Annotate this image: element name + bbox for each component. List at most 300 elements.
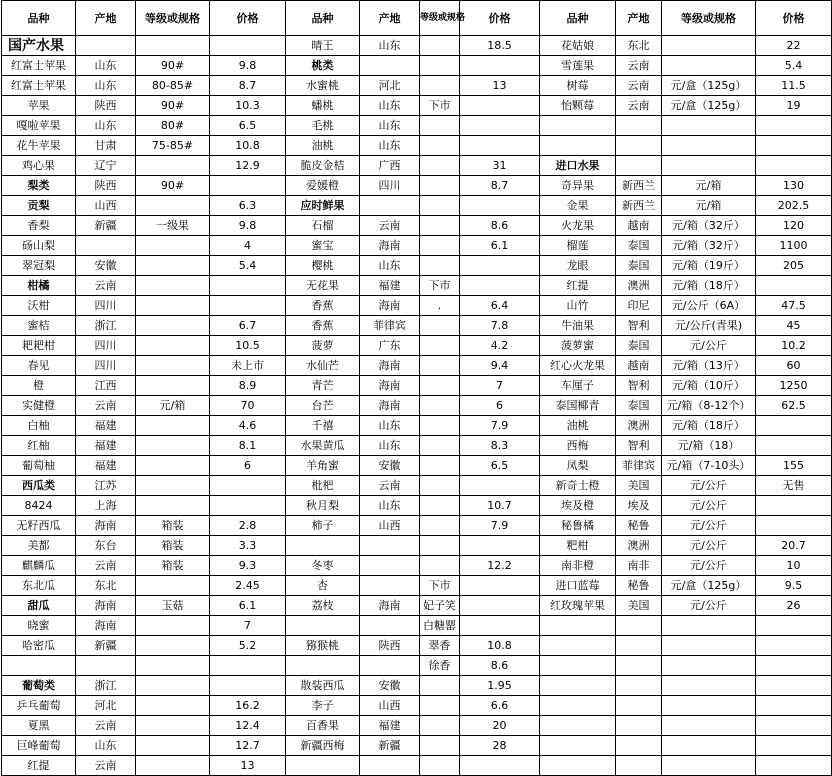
table-cell: 枇杷 [286,476,360,496]
table-cell: 47.5 [756,296,832,316]
table-cell: 10.8 [460,636,540,656]
table-cell [210,676,286,696]
table-row [2,56,832,76]
table-cell: 31 [460,156,540,176]
table-cell: 四川 [76,356,136,376]
table-cell: 梨类 [2,176,76,196]
table-cell: 白柚 [2,416,76,436]
table-cell [460,576,540,596]
table-cell [136,716,210,736]
table-cell: 蟠桃 [286,96,360,116]
table-cell: 海南 [76,516,136,536]
table-cell: 红玫瑰苹果 [540,596,616,616]
table-cell: 70 [210,396,286,416]
table-cell: 10.2 [756,336,832,356]
table-cell: 西瓜类 [2,476,76,496]
table-cell: 箱装 [136,556,210,576]
table-cell [756,516,832,536]
table-cell: 四川 [76,336,136,356]
table-cell: 红提 [540,276,616,296]
table-row [2,596,832,616]
column-header: 品种 [2,1,76,36]
table-cell: 6.5 [460,456,540,476]
table-cell [756,436,832,456]
table-cell: 11.5 [756,76,832,96]
table-cell: 元/公斤 [662,336,756,356]
table-cell [460,596,540,616]
table-row [2,276,832,296]
table-cell: 22 [756,36,832,56]
table-cell: 60 [756,356,832,376]
table-cell: 东北瓜 [2,576,76,596]
table-cell: 牛油果 [540,316,616,336]
column-header: 产地 [76,1,136,36]
table-cell [756,716,832,736]
table-row [2,256,832,276]
table-cell [420,736,460,756]
table-cell [420,436,460,456]
table-cell: 甘肃 [76,136,136,156]
table-cell: 元/箱 [662,196,756,216]
table-cell: 120 [756,216,832,236]
table-cell [136,676,210,696]
table-cell: 10.8 [210,136,286,156]
table-cell: 云南 [360,216,420,236]
table-row [2,736,832,756]
table-cell: 12.9 [210,156,286,176]
table-cell [460,256,540,276]
table-cell [540,136,616,156]
table-cell: 粑柑 [540,536,616,556]
table-cell [136,236,210,256]
table-cell [286,536,360,556]
table-cell: 陕西 [76,176,136,196]
table-cell: 元/公斤 [662,596,756,616]
table-cell [360,536,420,556]
table-cell: 80-85# [136,76,210,96]
table-row [2,76,832,96]
table-cell: 元/箱（10斤） [662,376,756,396]
table-cell [136,636,210,656]
table-row [2,656,832,676]
table-cell [616,616,662,636]
table-cell: 水果黄瓜 [286,436,360,456]
table-cell: 白糖罂 [420,616,460,636]
table-cell [136,736,210,756]
table-cell: . [420,296,460,316]
table-cell: 2.8 [210,516,286,536]
table-cell [756,276,832,296]
table-row [2,496,832,516]
table-cell: 泰国椰青 [540,396,616,416]
table-cell: 四川 [76,296,136,316]
table-cell: 智利 [616,316,662,336]
table-cell [420,76,460,96]
table-cell: 10 [756,556,832,576]
table-cell [662,696,756,716]
table-cell: 元/公斤（6A） [662,296,756,316]
table-cell [420,236,460,256]
table-cell: 9.3 [210,556,286,576]
table-cell: 元/箱 [136,396,210,416]
table-cell: 脆皮金桔 [286,156,360,176]
table-cell: 新疆 [360,736,420,756]
table-cell [662,156,756,176]
table-cell [420,396,460,416]
table-cell: 4 [210,236,286,256]
table-cell: 红柚 [2,436,76,456]
table-cell: 怡颗莓 [540,96,616,116]
table-cell: 5.2 [210,636,286,656]
table-cell [360,56,420,76]
table-cell: 海南 [360,296,420,316]
table-cell [616,756,662,776]
table-cell: 山东 [360,36,420,56]
table-cell: 花牛苹果 [2,136,76,156]
table-cell [360,196,420,216]
table-cell: 10.5 [210,336,286,356]
table-cell: 葡萄类 [2,676,76,696]
table-cell [136,276,210,296]
table-row [2,696,832,716]
table-cell [136,616,210,636]
table-row [2,316,832,336]
table-cell: 山东 [360,416,420,436]
table-row [2,436,832,456]
table-cell [540,116,616,136]
table-cell: 山东 [360,256,420,276]
table-row [2,36,832,56]
table-cell: 乒乓葡萄 [2,696,76,716]
table-cell [136,656,210,676]
table-cell: 元/箱（19斤） [662,256,756,276]
table-cell [460,476,540,496]
table-cell: 山竹 [540,296,616,316]
table-cell: 13 [460,76,540,96]
table-cell: 晴王 [286,36,360,56]
table-cell [136,156,210,176]
table-cell: 埃及 [616,496,662,516]
table-cell: 麒麟瓜 [2,556,76,576]
table-cell [460,196,540,216]
table-cell: 广西 [360,156,420,176]
table-cell [756,616,832,636]
table-cell [540,616,616,636]
table-cell: 羊角蜜 [286,456,360,476]
table-cell: 10.7 [460,496,540,516]
table-row [2,236,832,256]
table-cell: 夏黑 [2,716,76,736]
table-cell [360,576,420,596]
table-cell [420,516,460,536]
table-cell [360,556,420,576]
table-cell [420,156,460,176]
table-cell: 台芒 [286,396,360,416]
table-cell: 8.3 [460,436,540,456]
table-cell: 苹果 [2,96,76,116]
table-cell [662,136,756,156]
table-cell [756,136,832,156]
table-cell: 云南 [76,756,136,776]
table-cell: 12.4 [210,716,286,736]
table-cell: 河北 [360,76,420,96]
table-cell: 香梨 [2,216,76,236]
table-cell [420,216,460,236]
table-cell: 砀山梨 [2,236,76,256]
table-cell [616,736,662,756]
table-cell: 13 [210,756,286,776]
table-cell: 8.7 [460,176,540,196]
table-cell: 广东 [360,336,420,356]
column-header: 等级或规格 [136,1,210,36]
table-cell: 元/箱（18斤） [662,416,756,436]
table-cell [756,116,832,136]
table-cell: 晓蜜 [2,616,76,636]
table-cell: 印尼 [616,296,662,316]
table-cell: 香蕉 [286,296,360,316]
table-cell: 柑橘 [2,276,76,296]
table-cell: 菲律宾 [360,316,420,336]
table-cell [540,656,616,676]
table-cell [136,436,210,456]
table-cell: 20.7 [756,536,832,556]
table-cell: 海南 [360,356,420,376]
table-cell: 美都 [2,536,76,556]
table-cell [420,756,460,776]
table-cell: 12.7 [210,736,286,756]
table-cell: 猕猴桃 [286,636,360,656]
table-cell [662,616,756,636]
table-cell: 泰国 [616,236,662,256]
table-cell: 90# [136,56,210,76]
table-cell [756,156,832,176]
table-cell: 新疆 [76,636,136,656]
table-cell: 翠香 [420,636,460,656]
table-cell [616,136,662,156]
table-cell: 元/公斤(青果) [662,316,756,336]
table-cell: 28 [460,736,540,756]
table-cell: 山东 [76,116,136,136]
table-cell: 海南 [360,236,420,256]
table-cell [460,756,540,776]
table-cell: 20 [460,716,540,736]
table-cell: 李子 [286,696,360,716]
table-cell [210,476,286,496]
table-cell: 山东 [76,76,136,96]
table-cell [136,336,210,356]
table-cell: 7.9 [460,416,540,436]
table-cell [662,756,756,776]
table-cell: 山东 [360,496,420,516]
table-cell [136,576,210,596]
table-cell: 9.5 [756,576,832,596]
table-cell: 8.1 [210,436,286,456]
table-cell: 8.7 [210,76,286,96]
table-cell [460,96,540,116]
table-cell: 水蜜桃 [286,76,360,96]
table-cell [662,636,756,656]
table-cell: 荔枝 [286,596,360,616]
column-header: 产地 [360,1,420,36]
table-row [2,476,832,496]
table-cell: 桃类 [286,56,360,76]
table-cell: 应时鲜果 [286,196,360,216]
table-cell [420,696,460,716]
table-cell [210,176,286,196]
table-cell: 徐香 [420,656,460,676]
table-cell [756,696,832,716]
table-cell: 云南 [76,716,136,736]
table-cell [756,656,832,676]
table-cell: 无售 [756,476,832,496]
table-cell: 凤梨 [540,456,616,476]
table-cell [136,456,210,476]
table-cell [662,36,756,56]
table-cell: 杏 [286,576,360,596]
table-cell: 红富士苹果 [2,76,76,96]
table-row [2,616,832,636]
table-cell: 元/箱（32斤） [662,216,756,236]
table-cell: 冬枣 [286,556,360,576]
table-cell: 山东 [360,116,420,136]
table-cell: 6.1 [210,596,286,616]
table-cell: 智利 [616,436,662,456]
table-cell: 澳洲 [616,536,662,556]
table-cell [420,456,460,476]
table-cell: 进口蓝莓 [540,576,616,596]
table-cell: 7 [460,376,540,396]
table-cell: 沃柑 [2,296,76,316]
table-row [2,576,832,596]
table-cell [540,696,616,716]
table-cell: 7 [210,616,286,636]
table-cell: 155 [756,456,832,476]
table-cell [286,656,360,676]
table-cell: 9.4 [460,356,540,376]
table-cell: 蜜宝 [286,236,360,256]
table-cell: 樱桃 [286,256,360,276]
table-cell: 福建 [76,456,136,476]
table-cell: 9.8 [210,216,286,236]
table-cell: 火龙果 [540,216,616,236]
table-cell: 秋月梨 [286,496,360,516]
table-cell [210,276,286,296]
table-cell: 3.3 [210,536,286,556]
table-cell: 元/公斤 [662,476,756,496]
table-cell: 龙眼 [540,256,616,276]
table-cell: 哈密瓜 [2,636,76,656]
table-cell: 新西兰 [616,176,662,196]
table-cell [540,636,616,656]
table-cell: 4.2 [460,336,540,356]
table-cell: 80# [136,116,210,136]
table-cell [420,556,460,576]
table-cell: 智利 [616,376,662,396]
table-cell: 18.5 [460,36,540,56]
table-cell [136,296,210,316]
table-cell: 元/盒（125g） [662,96,756,116]
table-row [2,556,832,576]
table-cell: 4.6 [210,416,286,436]
table-row [2,676,832,696]
table-cell: 陕西 [76,96,136,116]
table-cell: 埃及橙 [540,496,616,516]
table-cell: 8.6 [460,656,540,676]
table-cell: 6 [210,456,286,476]
table-cell: 9.8 [210,56,286,76]
table-cell: 海南 [76,596,136,616]
table-cell: 6 [460,396,540,416]
table-cell: 新疆西梅 [286,736,360,756]
table-row [2,116,832,136]
table-cell: 菠萝 [286,336,360,356]
table-cell: 进口水果 [540,156,616,176]
table-cell: 安徽 [360,676,420,696]
table-cell: 浙江 [76,676,136,696]
table-cell: 美国 [616,476,662,496]
table-cell: 南非 [616,556,662,576]
table-cell: 上海 [76,496,136,516]
table-cell [136,416,210,436]
table-cell [420,416,460,436]
table-cell: 福建 [360,716,420,736]
table-cell [756,636,832,656]
table-cell: 越南 [616,356,662,376]
table-cell [420,316,460,336]
table-cell: 云南 [616,56,662,76]
table-cell [360,616,420,636]
table-cell: 7.8 [460,316,540,336]
table-cell: 1100 [756,236,832,256]
table-cell: 90# [136,176,210,196]
table-cell: 树莓 [540,76,616,96]
table-cell [756,736,832,756]
table-cell [460,276,540,296]
table-cell [420,336,460,356]
table-cell [420,716,460,736]
table-cell: 130 [756,176,832,196]
table-row [2,136,832,156]
table-cell: 海南 [360,396,420,416]
table-cell: 泰国 [616,336,662,356]
table-cell: 越南 [616,216,662,236]
table-cell [662,716,756,736]
table-cell [136,476,210,496]
table-cell: 8.6 [460,216,540,236]
table-cell [662,116,756,136]
table-cell [210,296,286,316]
table-cell [460,116,540,136]
table-cell [136,316,210,336]
column-header: 等级或规格 [420,1,460,36]
table-cell [286,616,360,636]
table-cell [662,656,756,676]
table-cell: 四川 [360,176,420,196]
table-cell: 45 [756,316,832,336]
table-cell [136,36,210,56]
table-cell: 雪莲果 [540,56,616,76]
table-row [2,456,832,476]
table-cell: 山西 [360,696,420,716]
table-cell: 浙江 [76,316,136,336]
table-row [2,756,832,776]
table-cell: 山东 [360,96,420,116]
table-cell: 油桃 [540,416,616,436]
table-cell: 车厘子 [540,376,616,396]
table-cell: 箱装 [136,536,210,556]
table-cell: 东北 [616,36,662,56]
table-cell [286,756,360,776]
